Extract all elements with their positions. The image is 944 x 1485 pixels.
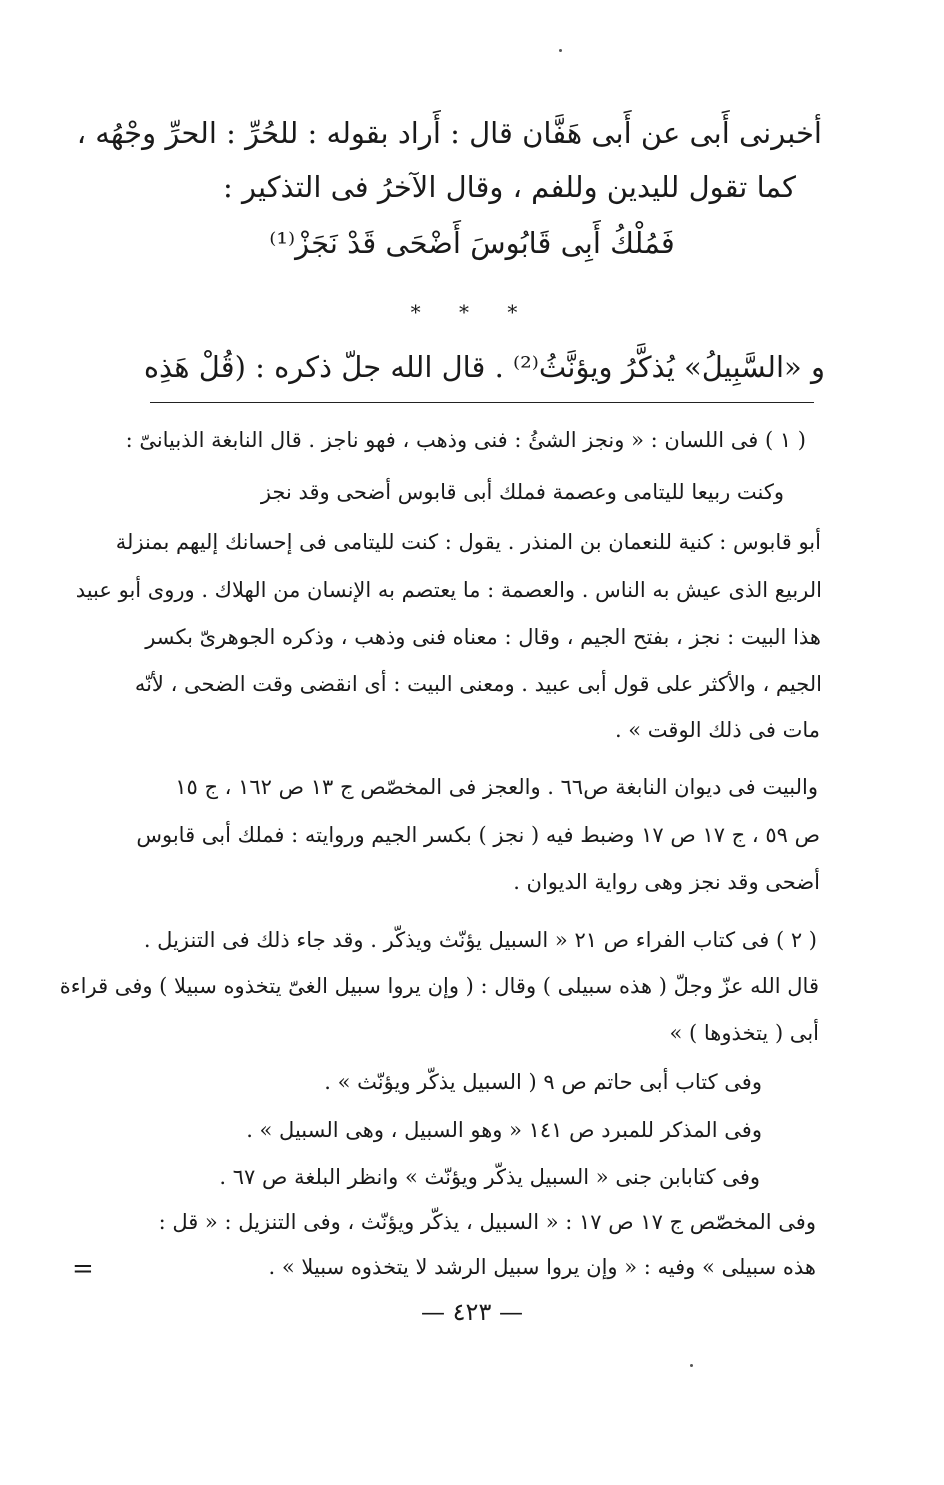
footnote-line: والبيت فى ديوان النابغة ص٦٦ . والعجز فى المخصّص ج ١٣ ص ١٦٢ ، ج ١٥ [175,775,818,799]
ink-speck [559,49,562,52]
page-number: — ٤٢٣ — [421,1298,523,1326]
footnote-rule [150,402,814,403]
footnote-line: الربيع الذى عيش به الناس . والعصمة : ما يعتصم به الإنسان من الهلاك . وروى أبو عبيد [75,578,822,602]
footnote-line: أبى ( يتخذوها ) » [669,1021,819,1045]
continuation-mark: = [72,1254,94,1284]
footnote-line: أبو قابوس : كنية للنعمان بن المنذر . يقول : كنت لليتامى فى إحسانك إليهم بمنزلة [115,530,821,554]
footnote-line: وفى كتابابن جنى « السبيل يذكّر ويؤنّث » وانظر البلغة ص ٦٧ . [219,1165,760,1189]
footnote-line: وفى المذكر للمبرد ص ١٤١ « وهو السبيل ، وهى السبيل » . [246,1118,762,1142]
footnote-verse: وكنت ربيعا لليتامى وعصمة فملك أبى قابوس أضحى وقد نجز [260,480,784,504]
footnote-line: ( ٢ ) فى كتاب الفراء ص ٢١ « السبيل يؤنّث ويذكّر . وقد جاء ذلك فى التنزيل . [143,928,817,952]
ink-speck [690,1364,693,1367]
footnote-line: أضحى وقد نجز وهى رواية الديوان . [513,870,820,894]
footnote-line: هذا البيت : نجز ، بفتح الجيم ، وقال : معناه فنى وذهب ، وذكره الجوهرىّ بكسر [145,625,821,649]
footnote-line: الجيم ، والأكثر على قول أبى عبيد . ومعنى البيت : أى انقضى وقت الضحى ، لأنّه [134,672,822,696]
footnote-line: مات فى ذلك الوقت » . [614,718,820,742]
body-line: و «السَّبِيلُ» يُذكَّرُ ويؤنَّثُ⁽²⁾ . قال الله جلّ ذكره : (قُلْ هَذِه [143,350,825,384]
footnote-line: ص ٥٩ ، ج ١٧ ص ١٧ وضبط فيه ( نجز ) بكسر الجيم وروايته : فملك أبى قابوس [136,823,820,847]
footnote-line: هذه سبيلى » وفيه : « وإن يروا سبيل الرشد لا يتخذوه سبيلا » . [268,1255,816,1279]
verse-line: فَمُلْكُ أَبِى قَابُوسَ أَضْحَى قَدْ نَجَزْ⁽¹⁾ [269,226,675,260]
body-line: أخبرنى أَبى عن أَبى هَفَّان قال : أَراد بقوله : للحُرِّ : الحرِّ وجْهُه ، [76,116,822,150]
section-separator: * * * [410,300,534,324]
footnote-line: قال الله عزّ وجلّ ( هذه سبيلى ) وقال : ( وإن يروا سبيل الغىّ يتخذوه سبيلا ) وفى قراءة [59,974,819,998]
body-line: كما تقول لليدين وللفم ، وقال الآخرُ فى التذكير : [222,170,796,204]
footnote-line: وفى كتاب أبى حاتم ص ٩ ( السبيل يذكّر ويؤنّث » . [324,1070,762,1094]
footnote-line: ( ١ ) فى اللسان : « ونجز الشئُ : فنى وذهب ، فهو ناجز . قال النابغة الذبيانىّ : [125,428,806,452]
footnote-line: وفى المخصّص ج ١٧ ص ١٧ : « السبيل ، يذكّر ويؤنّث ، وفى التنزيل : « قل : [158,1210,816,1234]
